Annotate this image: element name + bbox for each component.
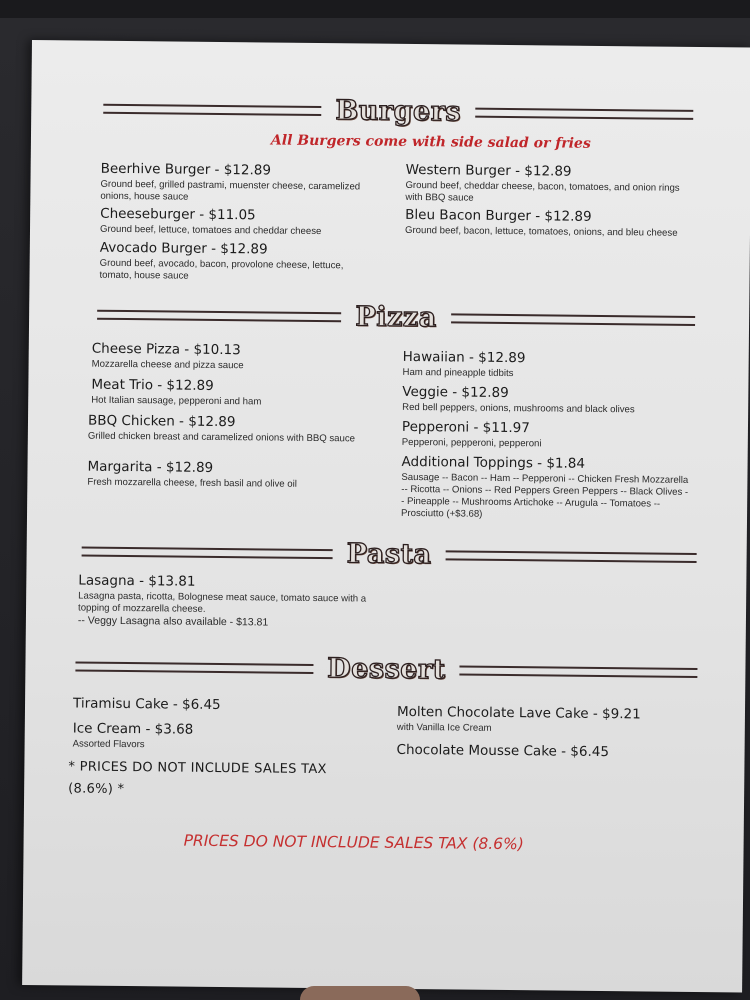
item-name: Lasagna - $13.81 (78, 572, 196, 590)
menu-item-meat-trio (91, 377, 381, 410)
item-description: Sausage -- Bacon -- Ham -- Pepperoni -- Chicken Fresh Mozzarella -- Ricotta -- Onions -- Red Peppers Green Peppers -- Black Olives -- Pineapple -- Mushrooms Artichoke -- Arugula -- Tomatoes -- Prosciutto (+$3.68) (401, 471, 689, 520)
item-name: Pepperoni - $11.97 (401, 418, 530, 437)
item-description: Hot Italian sausage, pepperoni and ham (91, 394, 262, 408)
item-description: Ground beef, cheddar cheese, bacon, tomatoes, and onion rings with BBQ sauce (405, 179, 680, 204)
item-extra: -- Veggy Lasagna also available - $13.81 (77, 614, 269, 629)
item-name: Ice Cream - $3.68 (72, 720, 194, 738)
item-name: Western Burger - $12.89 (405, 161, 572, 180)
item-description: Ground beef, avocado, bacon, provolone cheese, lettuce, tomato, house sauce (99, 257, 344, 282)
header-rule-left (97, 309, 341, 322)
menu-item-bleu-bacon-burger (405, 207, 695, 240)
item-description: Ham and pineapple tidbits (402, 366, 514, 380)
header-rule-right (445, 550, 696, 563)
item-name: Veggie - $12.89 (402, 383, 509, 402)
item-description: Lasagna pasta, ricotta, Bolognese meat sauce, tomato sauce with a topping of mozzarella cheese. (77, 590, 367, 615)
item-description: Ground beef, bacon, lettuce, tomatoes, onions, and bleu cheese (404, 224, 678, 239)
item-name: Molten Chocolate Lave Cake - $9.21 (396, 703, 641, 723)
header-rule-left (82, 546, 333, 559)
header-rule-right (451, 313, 695, 326)
dessert-title: Dessert (327, 653, 446, 686)
pasta-title: Pasta (346, 538, 432, 571)
item-name: BBQ Chicken - $12.89 (87, 412, 236, 431)
item-name: Beerhive Burger - $12.89 (100, 160, 272, 179)
menu-item-beerhive-burger (100, 161, 370, 206)
menu-item-tiramisu-cake (73, 695, 373, 714)
item-name: Tiramisu Cake - $6.45 (72, 695, 221, 714)
handwritten-tax-note: * PRICES DO NOT INCLUDE SALES TAX (8.6%) * (68, 759, 327, 798)
item-description: Pepperoni, pepperoni, pepperoni (401, 436, 542, 450)
item-description: Mozzarella cheese and pizza sauce (91, 358, 244, 372)
menu-item-molten-chocolate-cake (397, 704, 697, 737)
menu-item-cheese-pizza (92, 341, 382, 374)
item-name: Avocado Burger - $12.89 (99, 239, 268, 258)
menu-item-pepperoni (402, 419, 692, 452)
menu-item-ice-cream (73, 720, 373, 753)
item-name: Chocolate Mousse Cake - $6.45 (396, 741, 610, 761)
item-name: Bleu Bacon Burger - $12.89 (405, 206, 592, 225)
menu-item-lasagna (78, 573, 379, 630)
burgers-subtitle: All Burgers come with side salad or fries (270, 132, 591, 152)
item-name: Meat Trio - $12.89 (91, 376, 214, 394)
item-name: Additional Toppings - $1.84 (401, 453, 586, 472)
menu-item-additional-toppings (401, 454, 692, 523)
item-description: with Vanilla Ice Cream (396, 721, 492, 734)
menu-item-veggie (402, 384, 692, 417)
dessert-header (75, 650, 697, 688)
menu-item-margarita (87, 459, 377, 492)
item-name: Margarita - $12.89 (87, 458, 214, 476)
item-description: Red bell peppers, onions, mushrooms and black olives (402, 401, 635, 416)
item-description: Fresh mozzarella cheese, fresh basil and olive oil (87, 476, 297, 490)
burgers-header (103, 93, 693, 130)
header-rule-left (103, 103, 321, 115)
pasta-header (81, 536, 696, 573)
item-description: Ground beef, grilled pastrami, muenster cheese, caramelized onions, house sauce (100, 178, 361, 203)
item-name: Cheese Pizza - $10.13 (91, 340, 241, 359)
item-description: Ground beef, lettuce, tomatoes and cheddar cheese (99, 223, 322, 238)
header-rule-right (475, 107, 693, 119)
menu-item-bbq-chicken (88, 413, 358, 446)
menu-item-avocado-burger (99, 240, 369, 285)
menu-item-cheeseburger (100, 206, 370, 239)
pizza-title: Pizza (355, 301, 437, 334)
header-rule-left (75, 661, 313, 673)
menu-item-chocolate-mousse-cake (397, 742, 697, 761)
menu-item-hawaiian (402, 349, 692, 382)
item-name: Cheeseburger - $11.05 (100, 205, 256, 224)
item-description: Assorted Flavors (72, 738, 145, 751)
thumb (300, 986, 420, 1000)
menu-item-western-burger (405, 162, 695, 207)
item-description: Grilled chicken breast and caramelized onions with BBQ sauce (87, 430, 356, 445)
item-name: Hawaiian - $12.89 (402, 348, 526, 367)
burgers-title: Burgers (335, 95, 462, 128)
menu-page (22, 40, 750, 992)
header-rule-right (460, 665, 698, 677)
tax-footer: PRICES DO NOT INCLUDE SALES TAX (8.6%) (183, 831, 524, 854)
pizza-header (97, 299, 695, 336)
